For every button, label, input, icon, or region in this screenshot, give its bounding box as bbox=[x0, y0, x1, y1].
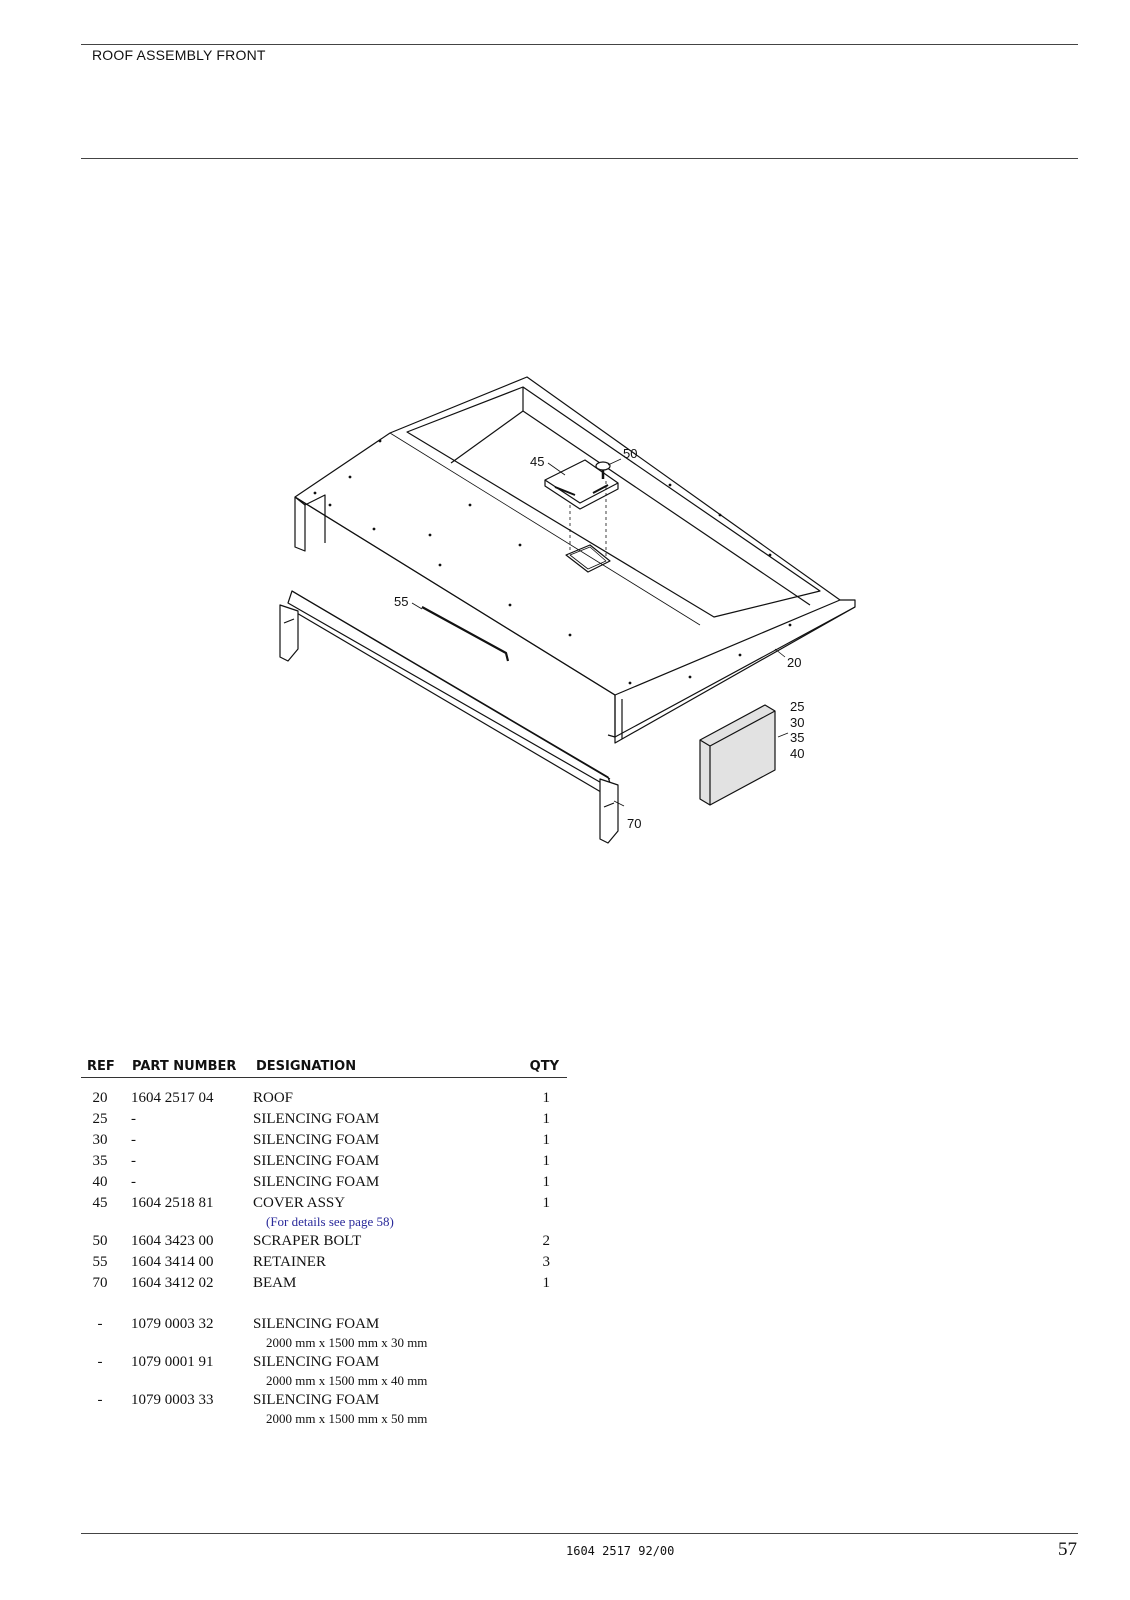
header-ref: REF bbox=[87, 1059, 115, 1074]
callout-35: 35 bbox=[790, 730, 805, 745]
header-top-rule bbox=[81, 44, 1078, 45]
header-designation: DESIGNATION bbox=[256, 1059, 357, 1074]
table-row: - 1079 0003 33 SILENCING FOAM bbox=[97, 1392, 380, 1408]
callout-25: 25 bbox=[790, 699, 805, 714]
header-qty: QTY bbox=[529, 1059, 559, 1074]
detail-reference-link[interactable]: (For details see page 58) bbox=[266, 1214, 394, 1229]
page-title: ROOF ASSEMBLY FRONT bbox=[92, 47, 266, 63]
table-header bbox=[81, 1057, 567, 1078]
table-row: 20 1604 2517 04 ROOF 1 bbox=[92, 1090, 550, 1106]
dimension-note: 2000 mm x 1500 mm x 50 mm bbox=[266, 1411, 428, 1426]
header-bottom-rule bbox=[81, 158, 1078, 159]
callout-30: 30 bbox=[790, 715, 805, 730]
table-row: 40 - SILENCING FOAM 1 bbox=[92, 1174, 550, 1190]
footer-rule bbox=[81, 1533, 1078, 1534]
silencing-foam-block bbox=[700, 705, 775, 805]
dimension-note: 2000 mm x 1500 mm x 40 mm bbox=[266, 1373, 428, 1388]
header-part-number: PART NUMBER bbox=[132, 1059, 237, 1074]
callout-45: 45 bbox=[530, 454, 545, 469]
table-row: 50 1604 3423 00 SCRAPER BOLT 2 bbox=[92, 1233, 550, 1249]
table-row: 35 - SILENCING FOAM 1 bbox=[92, 1153, 550, 1169]
scraper-bolt bbox=[596, 462, 610, 470]
table-row: 25 - SILENCING FOAM 1 bbox=[92, 1111, 550, 1127]
callout-50: 50 bbox=[623, 446, 638, 461]
table-row: 55 1604 3414 00 RETAINER 3 bbox=[92, 1254, 550, 1270]
table-row: - 1079 0001 91 SILENCING FOAM bbox=[97, 1354, 380, 1370]
callout-20: 20 bbox=[787, 655, 802, 670]
table-row: - 1079 0003 32 SILENCING FOAM bbox=[97, 1316, 380, 1332]
page-number: 57 bbox=[1058, 1539, 1077, 1560]
document-code: 1604 2517 92/00 bbox=[566, 1544, 675, 1558]
callout-55: 55 bbox=[394, 594, 409, 609]
table-row: 45 1604 2518 81 COVER ASSY 1 bbox=[92, 1195, 550, 1211]
roof-assembly-drawing bbox=[270, 365, 890, 875]
parts-table bbox=[81, 1057, 567, 1428]
callout-40: 40 bbox=[790, 746, 805, 761]
callout-70: 70 bbox=[627, 816, 642, 831]
table-row: 70 1604 3412 02 BEAM 1 bbox=[92, 1275, 550, 1291]
table-row: 30 - SILENCING FOAM 1 bbox=[92, 1132, 550, 1148]
dimension-note: 2000 mm x 1500 mm x 30 mm bbox=[266, 1335, 428, 1350]
